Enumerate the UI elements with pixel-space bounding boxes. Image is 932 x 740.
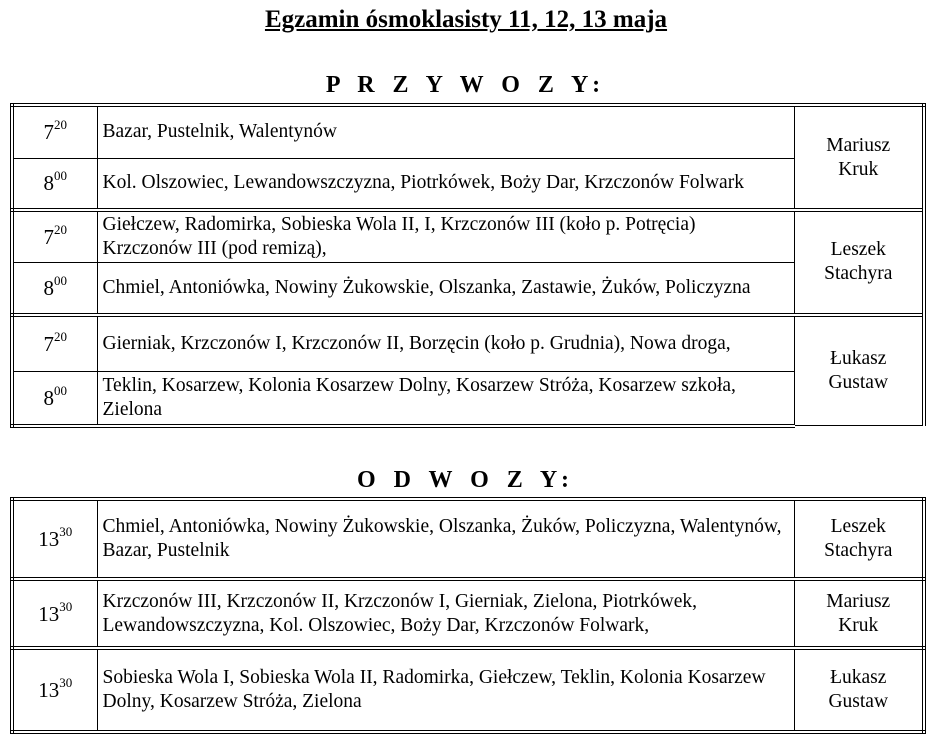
places-cell: Chmiel, Antoniówka, Nowiny Żukowskie, Olszanka, Zastawie, Żuków, Policzyzna <box>97 263 794 315</box>
driver-cell: Mariusz Kruk <box>794 579 924 648</box>
places-cell: Kol. Olszowiec, Lewandowszczyzna, Piotrkówek, Boży Dar, Krzczonów Folwark <box>97 158 794 210</box>
time-cell: $13^{30}$ <box>12 499 97 579</box>
places-cell: Gierniak, Krzczonów I, Krzczonów II, Borzęcin (koło p. Grudnia), Nowa droga, <box>97 315 794 372</box>
places-cell: Sobieska Wola I, Sobieska Wola II, Radomirka, Giełczew, Teklin, Kolonia Kosarzew Dolny, Kosarzew Stróża, Zielona <box>97 648 794 732</box>
time-cell: $13^{30}$ <box>12 579 97 648</box>
table-row <box>12 105 924 158</box>
time-cell: $8^{00}$ <box>12 372 97 426</box>
table-row <box>12 499 924 579</box>
page-title: Egzamin ósmoklasisty 11, 12, 13 maja <box>264 6 668 33</box>
places-cell: Krzczonów III, Krzczonów II, Krzczonów I, Gierniak, Zielona, Piotrkówek, Lewandowszczyzna, Kol. Olszowiec, Boży Dar, Krzczonów Folwark, <box>97 579 794 648</box>
time-cell: $7^{20}$ <box>12 210 97 263</box>
table-row <box>12 158 924 210</box>
time-cell: $8^{00}$ <box>12 158 97 210</box>
places-cell: Teklin, Kosarzew, Kolonia Kosarzew Dolny, Kosarzew Stróża, Kosarzew szkoła, Zielona <box>97 372 794 426</box>
time-cell: $7^{20}$ <box>12 315 97 372</box>
time-cell: $13^{30}$ <box>12 648 97 732</box>
table-row <box>12 210 924 263</box>
places-cell: Giełczew, Radomirka, Sobieska Wola II, I, Krzczonów III (koło p. Potręcia) Krzczonów III (pod remizą), <box>97 210 794 263</box>
time-cell: $8^{00}$ <box>12 263 97 315</box>
odwozy-table <box>10 497 926 734</box>
table-row <box>12 315 924 372</box>
driver-cell: Łukasz Gustaw <box>794 648 924 732</box>
table-row <box>12 648 924 732</box>
przywozy-table <box>10 103 926 428</box>
places-cell: Chmiel, Antoniówka, Nowiny Żukowskie, Olszanka, Żuków, Policzyzna, Walentynów, Bazar, Pustelnik <box>97 499 794 579</box>
driver-cell: Leszek Stachyra <box>794 210 924 315</box>
przywozy-heading: P R Z Y W O Z Y: <box>325 72 607 98</box>
table-row <box>12 579 924 648</box>
odwozy-heading: O D W O Z Y: <box>356 467 576 493</box>
time-cell: $7^{20}$ <box>12 105 97 158</box>
table-row <box>12 372 924 426</box>
table-row <box>12 263 924 315</box>
places-cell: Bazar, Pustelnik, Walentynów <box>97 105 794 158</box>
driver-cell: Mariusz Kruk <box>794 105 924 210</box>
driver-cell: Leszek Stachyra <box>794 499 924 579</box>
driver-cell: Łukasz Gustaw <box>794 315 924 426</box>
